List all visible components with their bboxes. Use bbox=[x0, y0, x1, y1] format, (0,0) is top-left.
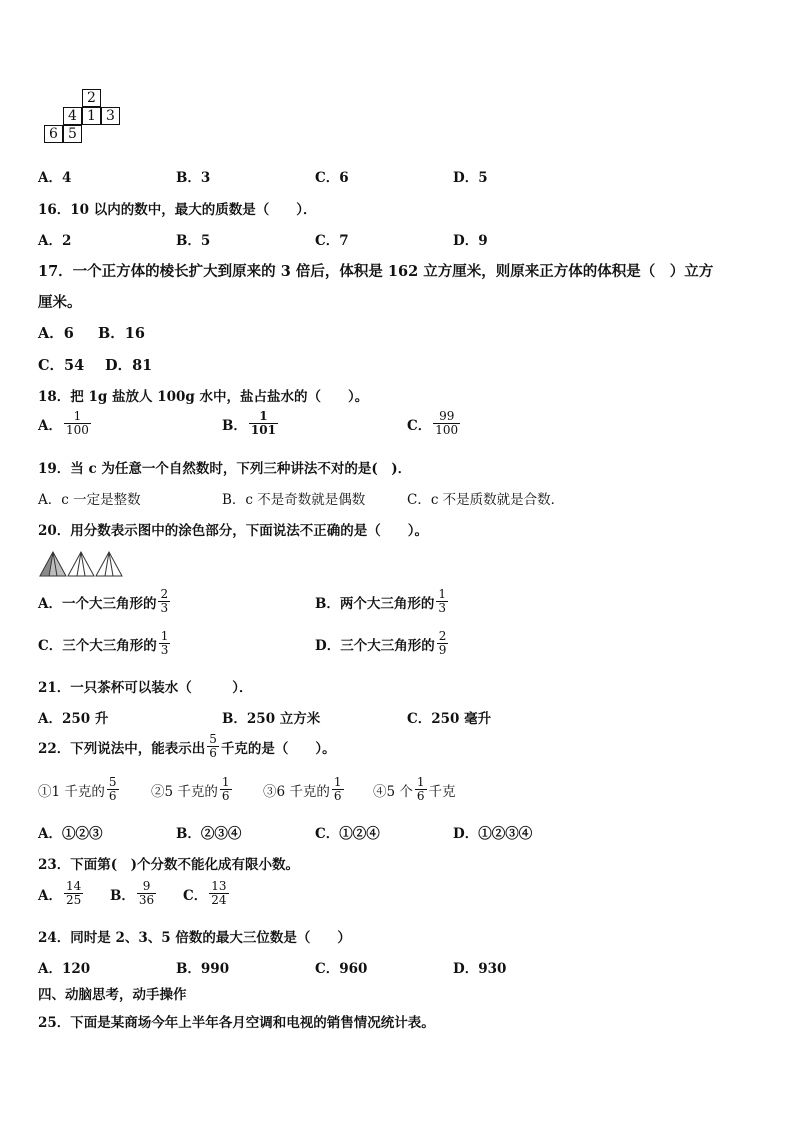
denominator: 101 bbox=[250, 423, 276, 437]
statement-text: ④5 个 bbox=[373, 783, 413, 800]
net-cell: 4 bbox=[63, 107, 82, 125]
q21-option-a: A．250 升 bbox=[38, 711, 109, 727]
denominator: 25 bbox=[65, 893, 82, 907]
q17-text: 17．一个正方体的棱长扩大到原来的 3 倍后，体积是 162 立方厘米，则原来正方体的体积是（ ）立方 bbox=[38, 263, 714, 280]
fraction bbox=[207, 733, 219, 760]
numerator: 1 bbox=[416, 775, 425, 789]
denominator: 6 bbox=[416, 789, 425, 803]
q15-option-d: D．5 bbox=[453, 170, 488, 186]
fraction bbox=[249, 410, 278, 437]
q22-statement-4 bbox=[373, 776, 456, 803]
numerator: 1 bbox=[160, 629, 169, 643]
q15-option-b: B．3 bbox=[176, 170, 211, 186]
q19-option-a: A．c 一定是整数 bbox=[38, 492, 141, 508]
net-cell: 2 bbox=[82, 89, 101, 107]
statement-text: ③6 千克的 bbox=[263, 783, 330, 800]
numerator: 1 bbox=[333, 775, 342, 789]
q17-option-b: B．16 bbox=[98, 325, 145, 342]
triangles-figure bbox=[38, 550, 128, 578]
q19-option-c: C．c 不是质数就是合数． bbox=[407, 492, 565, 508]
q18-option-c bbox=[407, 410, 462, 437]
q24-option-a: A．120 bbox=[38, 961, 91, 977]
q19-option-b: B．c 不是奇数就是偶数 bbox=[222, 492, 366, 508]
q23-option-c bbox=[183, 880, 231, 907]
option-label: D．三个大三角形的 bbox=[315, 637, 435, 654]
option-label: B．两个大三角形的 bbox=[315, 595, 435, 612]
numerator: 14 bbox=[65, 879, 82, 893]
q23-option-a bbox=[38, 880, 85, 907]
q22-statement-3 bbox=[263, 776, 346, 803]
q16-option-d: D．9 bbox=[453, 233, 488, 249]
fraction bbox=[158, 588, 170, 615]
numerator: 1 bbox=[438, 587, 447, 601]
q24-option-c: C．960 bbox=[315, 961, 368, 977]
denominator: 36 bbox=[138, 893, 155, 907]
q16-option-a: A．2 bbox=[38, 233, 72, 249]
statement-text: ②5 千克的 bbox=[151, 783, 218, 800]
q24-option-b: B．990 bbox=[176, 961, 230, 977]
q24-text: 24．同时是 2、3、5 倍数的最大三位数是（ ） bbox=[38, 930, 351, 946]
option-label: A．一个大三角形的 bbox=[38, 595, 157, 612]
q20-option-c bbox=[38, 630, 172, 657]
denominator: 3 bbox=[438, 601, 447, 615]
q17-option-a: A．6 bbox=[38, 325, 74, 342]
q22-text bbox=[38, 733, 336, 760]
option-label: A． bbox=[38, 887, 62, 904]
denominator: 3 bbox=[160, 643, 169, 657]
q22-text-pre: 22．下列说法中，能表示出 bbox=[38, 740, 206, 757]
fraction bbox=[137, 880, 156, 907]
q25-text: 25．下面是某商场今年上半年各月空调和电视的销售情况统计表。 bbox=[38, 1015, 435, 1031]
numerator: 1 bbox=[73, 409, 82, 423]
denominator: 6 bbox=[333, 789, 342, 803]
q21-text: 21．一只茶杯可以装水（ ）． bbox=[38, 680, 253, 696]
fraction bbox=[64, 410, 91, 437]
numerator: 5 bbox=[108, 775, 117, 789]
q15-option-c: C．6 bbox=[315, 170, 349, 186]
numerator: 9 bbox=[142, 879, 151, 893]
q21-option-c: C．250 毫升 bbox=[407, 711, 492, 727]
option-label: A． bbox=[38, 417, 62, 434]
denominator: 100 bbox=[435, 423, 459, 437]
triangle-outline bbox=[96, 552, 122, 576]
fraction bbox=[220, 776, 232, 803]
section-title: 四、动脑思考，动手操作 bbox=[38, 987, 187, 1003]
statement-text: ①1 千克的 bbox=[38, 783, 105, 800]
option-label: B． bbox=[110, 887, 135, 904]
numerator: 2 bbox=[160, 587, 169, 601]
fraction bbox=[415, 776, 427, 803]
q22-option-a: A．①②③ bbox=[38, 826, 103, 842]
q16-text: 16．10 以内的数中，最大的质数是（ ）． bbox=[38, 202, 317, 218]
q22-option-b: B．②③④ bbox=[176, 826, 242, 842]
statement-suffix: 千克 bbox=[428, 783, 456, 800]
denominator: 24 bbox=[211, 893, 227, 907]
q22-text-post: 千克的是（ ）。 bbox=[220, 740, 336, 757]
fraction bbox=[332, 776, 344, 803]
fraction bbox=[107, 776, 119, 803]
option-label: C． bbox=[407, 417, 432, 434]
denominator: 3 bbox=[160, 601, 169, 615]
option-label: C．三个大三角形的 bbox=[38, 637, 157, 654]
q21-option-b: B．250 立方米 bbox=[222, 711, 321, 727]
denominator: 6 bbox=[221, 789, 230, 803]
q20-text: 20．用分数表示图中的涂色部分，下面说法不正确的是（ ）。 bbox=[38, 523, 429, 539]
q17-option-d: D．81 bbox=[105, 357, 153, 374]
q22-statement-1 bbox=[38, 776, 121, 803]
numerator: 1 bbox=[221, 775, 230, 789]
triangle-outline bbox=[68, 552, 94, 576]
fraction bbox=[159, 630, 171, 657]
q16-option-b: B．5 bbox=[176, 233, 211, 249]
option-label: C． bbox=[183, 887, 208, 904]
q24-option-d: D．930 bbox=[453, 961, 507, 977]
q18-option-b bbox=[222, 410, 280, 437]
denominator: 6 bbox=[209, 746, 217, 760]
fraction bbox=[433, 410, 460, 437]
q16-option-c: C．7 bbox=[315, 233, 349, 249]
q22-option-c: C．①②④ bbox=[315, 826, 380, 842]
q19-text: 19．当 c 为任意一个自然数时，下列三种讲法不对的是( )． bbox=[38, 461, 412, 477]
numerator: 5 bbox=[209, 732, 217, 746]
q22-statement-2 bbox=[151, 776, 234, 803]
fraction bbox=[436, 588, 448, 615]
q20-option-a bbox=[38, 588, 172, 615]
numerator: 99 bbox=[439, 409, 455, 423]
q17-text-cont: 厘米。 bbox=[38, 294, 82, 311]
numerator: 2 bbox=[438, 629, 447, 643]
numerator: 1 bbox=[259, 409, 268, 423]
denominator: 6 bbox=[108, 789, 117, 803]
q18-text: 18．把 1g 盐放人 100g 水中，盐占盐水的（ ）。 bbox=[38, 389, 369, 405]
numerator: 13 bbox=[211, 879, 227, 893]
denominator: 9 bbox=[438, 643, 447, 657]
q23-option-b bbox=[110, 880, 158, 907]
net-cell: 3 bbox=[101, 107, 120, 125]
fraction bbox=[209, 880, 228, 907]
q22-option-d: D．①②③④ bbox=[453, 826, 533, 842]
option-label: B． bbox=[222, 417, 247, 434]
fraction bbox=[437, 630, 449, 657]
q20-option-d bbox=[315, 630, 450, 657]
net-cell: 6 bbox=[44, 125, 63, 143]
q15-option-a: A．4 bbox=[38, 170, 72, 186]
q20-option-b bbox=[315, 588, 450, 615]
denominator: 100 bbox=[65, 423, 89, 437]
q18-option-a bbox=[38, 410, 93, 437]
net-cell: 5 bbox=[63, 125, 82, 143]
fraction bbox=[64, 880, 83, 907]
q17-option-c: C．54 bbox=[38, 357, 85, 374]
triangle-shaded bbox=[40, 552, 66, 576]
net-cell: 1 bbox=[82, 107, 101, 125]
q23-text: 23．下面第( )个分数不能化成有限小数。 bbox=[38, 857, 300, 873]
